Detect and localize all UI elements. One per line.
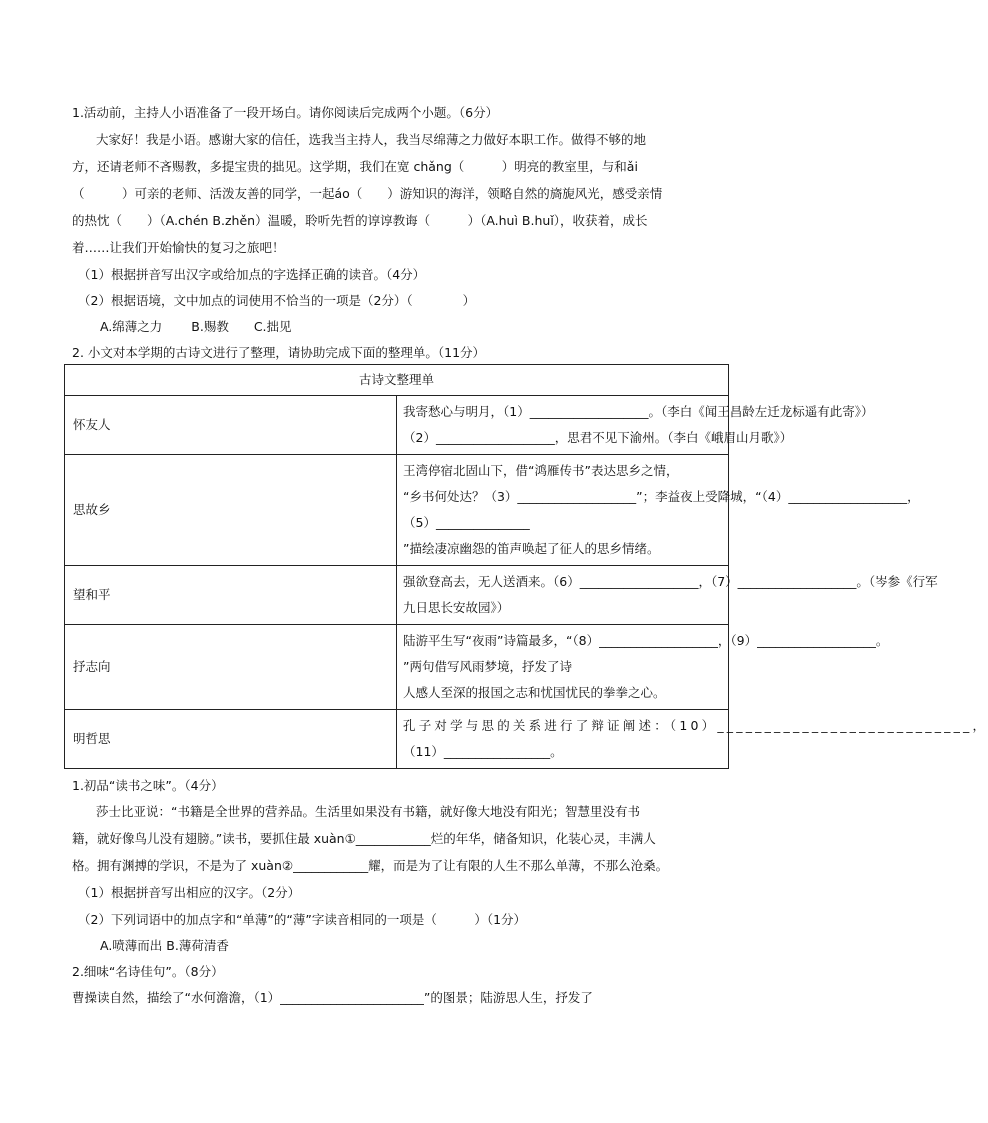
- sub-question-2: （2）下列词语中的加点字和“单薄”的“薄”字读音相同的一项是（ ）（1分）: [78, 912, 527, 927]
- sub-question-1: （1）根据拼音写出汉字或给加点的字选择正确的读音。（4分）: [78, 267, 426, 282]
- row-category: 怀友人: [65, 396, 397, 455]
- question-1-title: 1.活动前，主持人小语准备了一段开场白。请你阅读后完成两个小题。（6分）: [72, 105, 499, 120]
- passage-line: 格。拥有渊搏的学识，不是为了 xuàn②____________耀，而是为了让有限的人生不那么单薄，不那么沧桑。: [72, 858, 669, 873]
- content-line: （2）___________________，思君不见下渝州。（李白《峨眉山月歌》）: [403, 430, 793, 445]
- content-line: 孔子对学与思的关系进行了辩证阐述：（10）___________________________，: [403, 718, 988, 733]
- sub-question-1: （1）根据拼音写出相应的汉字。（2分）: [78, 885, 301, 900]
- table-row: [65, 566, 729, 625]
- passage-line: 籍，就好像鸟儿没有翅膀。”读书，要抓住最 xuàn①____________烂的年华，储备知识，化装心灵，丰满人: [72, 831, 656, 846]
- content-line: 王湾停宿北固山下，借“鸿雁传书”表达思乡之情，: [403, 463, 679, 478]
- passage-line: 着……让我们开始愉快的复习之旅吧！: [72, 240, 285, 255]
- row-category: 望和平: [65, 566, 397, 625]
- row-category: 抒志向: [65, 625, 397, 710]
- content-line: ”描绘凄凉幽怨的笛声唤起了征人的思乡情绪。: [403, 541, 660, 556]
- row-content: [397, 625, 889, 710]
- row-category: 明哲思: [65, 710, 397, 769]
- table-row: [65, 396, 729, 455]
- row-content: [397, 455, 920, 566]
- poetry-sheet-table: [64, 364, 988, 769]
- row-category: 思故乡: [65, 455, 397, 566]
- passage-line: 大家好！我是小语。感谢大家的信任，选我当主持人，我当尽绵薄之力做好本职工作。做得不够的地: [96, 132, 647, 147]
- content-line: （5）_______________: [403, 515, 530, 530]
- content-line: 九日思长安故园》）: [403, 600, 510, 615]
- content-line: ”两句借写风雨梦境，抒发了诗: [403, 659, 572, 674]
- row-content: [397, 710, 988, 769]
- content-line: 我寄愁心与明月，（1）___________________。（李白《闻王昌龄左迁龙标遥有此寄》）: [403, 404, 874, 419]
- answer-options: A.绵薄之力 B.赐教 C.拙见: [100, 319, 292, 334]
- content-line: 强欲登高去，无人送酒来。（6）___________________，（7）___________________。（岑参《行军: [403, 574, 938, 589]
- question-line: 曹操读自然，描绘了“水何澹澹，（1）_______________________”的图景；陆游思人生，抒发了: [72, 990, 593, 1005]
- table-row: [65, 455, 729, 566]
- passage-line: 方，还请老师不吝赐教，多提宝贵的拙见。这学期，我们在宽 chǎng（ ）明亮的教室里，与和ǎi: [72, 159, 638, 174]
- sheet-title: 古诗文整理单: [65, 365, 729, 396]
- sub-question-2: （2）根据语境，文中加点的词使用不恰当的一项是（2分）（ ）: [78, 293, 476, 308]
- row-content: [397, 396, 874, 455]
- content-line: 陆游平生写“夜雨”诗篇最多，“（8）___________________，（9）___________________。: [403, 633, 889, 648]
- question-2-title: 2. 小文对本学期的古诗文进行了整理，请协助完成下面的整理单。（11分）: [72, 345, 486, 360]
- content-line: （11）_________________。: [403, 744, 563, 759]
- table-row: [65, 710, 729, 769]
- table-row: [65, 625, 729, 710]
- answer-options: A.喷薄而出 B.薄荷清香: [100, 938, 229, 953]
- passage-line: 的热忱（ ）（A.chén B.zhěn）温暖，聆听先哲的谆谆教诲（ ）（A.huì B.huǐ），收获着，成长: [72, 213, 648, 228]
- content-line: “乡书何处达？（3）___________________”；李益夜上受降城，“（4）___________________，: [403, 489, 920, 504]
- passage-line: 莎士比亚说：“书籍是全世界的营养品。生活里如果没有书籍，就好像大地没有阳光；智慧里没有书: [96, 804, 640, 819]
- section-2-question-2-title: 2.细味“名诗佳句”。（8分）: [72, 964, 224, 979]
- section-2-question-1-title: 1.初品“读书之味”。（4分）: [72, 778, 224, 793]
- row-content: [397, 566, 938, 625]
- passage-line: （ ）可亲的老师、活泼友善的同学，一起áo（ ）游知识的海洋，领略自然的旖旎风光，感受亲情: [72, 186, 663, 201]
- content-line: 人感人至深的报国之志和忧国忧民的拳拳之心。: [403, 685, 666, 700]
